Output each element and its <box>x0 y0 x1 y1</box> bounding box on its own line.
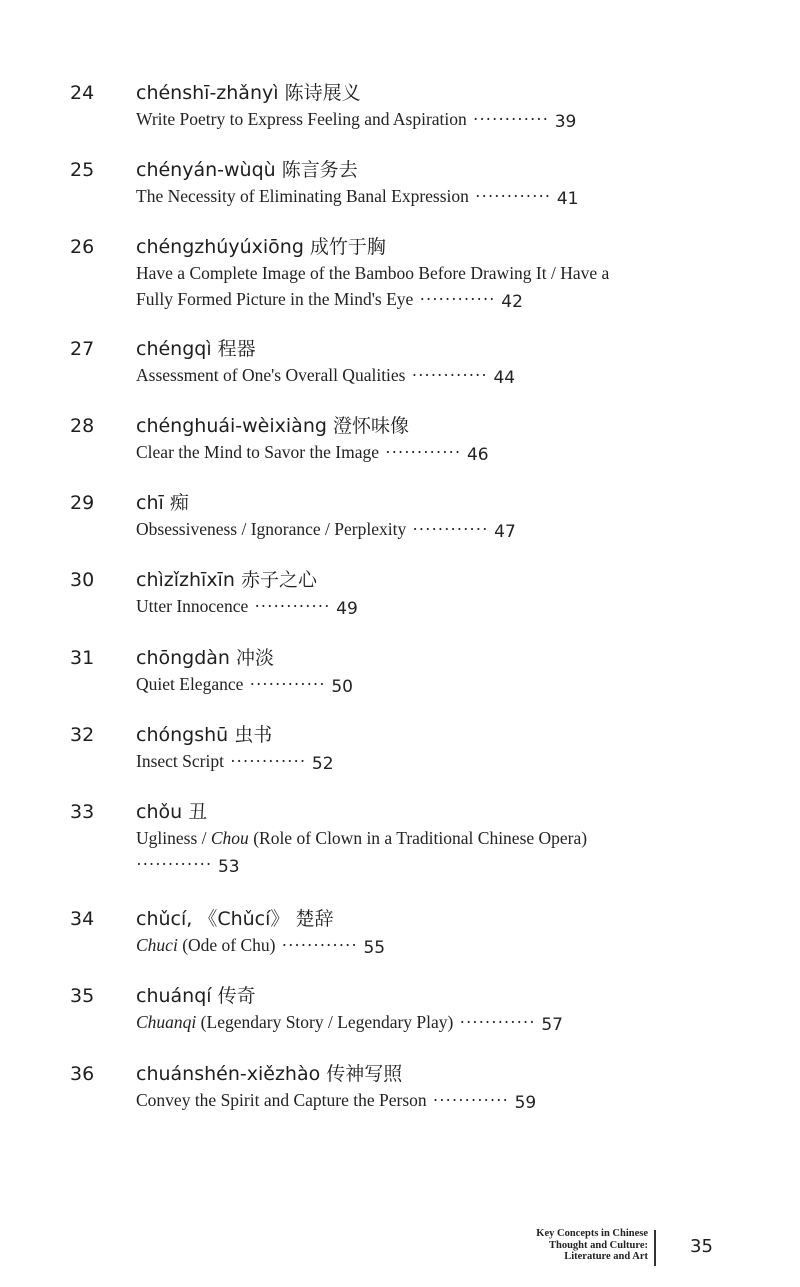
entry-chinese: 传神写照 <box>326 1063 403 1085</box>
entry-translation <box>136 749 696 776</box>
dot-leader: ············ <box>412 519 489 539</box>
dot-leader: ············ <box>432 1090 509 1110</box>
entry-pinyin: chuánqí <box>136 985 212 1007</box>
translation-text: Clear the Mind to Savor the Image <box>136 442 379 462</box>
dot-leader: ············ <box>281 935 358 955</box>
dot-leader: ············ <box>419 288 496 309</box>
page-footer <box>0 1228 800 1268</box>
entry-translation <box>136 440 696 467</box>
translation-text: Write Poetry to Express Feeling and Aspiration <box>136 109 467 129</box>
translation-text: Fully Formed Picture in the Mind's Eye <box>136 288 414 309</box>
entry-page-number[interactable]: 39 <box>554 112 577 132</box>
entry-chinese: 成竹于胸 <box>309 236 386 258</box>
entry-term <box>136 567 317 593</box>
entry-term <box>136 1061 402 1087</box>
entry-chinese: 陈言务去 <box>281 159 358 181</box>
entry-chinese: 痴 <box>169 492 189 514</box>
translation-line <box>136 287 696 314</box>
translation-text: Chuanqi (Legendary Story / Legendary Play) <box>136 1012 454 1032</box>
entry-term <box>136 983 256 1009</box>
entry-translation <box>136 933 696 960</box>
entry-translation <box>136 184 696 211</box>
entry-number: 31 <box>70 647 95 669</box>
entry-number: 26 <box>70 236 95 258</box>
entry-chinese: 楚辞 <box>295 908 334 930</box>
translation-line <box>136 1010 696 1037</box>
entry-page-number[interactable]: 41 <box>556 189 579 209</box>
entry-page-number[interactable]: 44 <box>493 368 516 388</box>
entry-number: 35 <box>70 985 95 1007</box>
entry-number: 33 <box>70 801 95 823</box>
entry-pinyin: chōngdàn <box>136 647 230 669</box>
translation-line <box>136 107 696 134</box>
book-title-line: Thought and Culture: <box>548 1239 648 1251</box>
entry-term <box>136 157 358 183</box>
dot-leader: ············ <box>385 442 461 462</box>
translation-line <box>136 1088 696 1115</box>
dot-leader: ············ <box>472 109 549 129</box>
entry-number: 27 <box>70 338 95 360</box>
entry-translation <box>136 363 696 390</box>
entry-number: 32 <box>70 724 95 746</box>
entry-translation <box>136 517 696 544</box>
entry-number: 25 <box>70 159 95 181</box>
translation-text: Chuci (Ode of Chu) <box>136 935 276 955</box>
entry-term <box>136 722 272 748</box>
dot-leader: ············ <box>229 751 306 771</box>
entry-pinyin: chuánshén-xiězhào <box>136 1063 321 1085</box>
translation-line <box>136 672 696 699</box>
translation-line <box>136 852 696 879</box>
entry-chinese: 程器 <box>217 338 256 360</box>
entry-translation <box>136 107 696 134</box>
translation-line <box>136 517 696 544</box>
entry-page-number[interactable]: 53 <box>217 856 240 877</box>
translation-text: Assessment of One's Overall Qualities <box>136 365 406 385</box>
entry-chinese: 传奇 <box>217 985 256 1007</box>
entry-term <box>136 336 256 362</box>
entry-pinyin: chóngshū <box>136 724 229 746</box>
entry-translation <box>136 672 696 699</box>
entry-term <box>136 80 361 106</box>
translation-line <box>136 594 696 621</box>
translation-text: The Necessity of Eliminating Banal Expression <box>136 186 469 206</box>
entry-term <box>136 645 274 671</box>
entry-page-number[interactable]: 57 <box>541 1015 563 1035</box>
entry-translation <box>136 1010 696 1037</box>
entry-number: 24 <box>70 82 95 104</box>
translation-line <box>136 261 696 287</box>
entry-page-number[interactable]: 46 <box>466 445 489 465</box>
entry-page-number[interactable]: 50 <box>331 677 353 697</box>
entry-pinyin: chī <box>136 492 164 514</box>
translation-line <box>136 363 696 390</box>
entry-pinyin: chéngqì <box>136 338 212 360</box>
entry-chinese: 赤子之心 <box>240 569 317 591</box>
entry-translation <box>136 594 696 621</box>
translation-line <box>136 826 696 852</box>
entry-page-number[interactable]: 52 <box>311 754 334 774</box>
entry-pinyin: chǔcí, 《Chǔcí》 <box>136 908 290 930</box>
translation-line <box>136 933 696 960</box>
entry-pinyin: chényán-wùqù <box>136 159 276 181</box>
entry-term <box>136 906 333 932</box>
entry-translation <box>136 261 696 313</box>
translation-text: Utter Innocence <box>136 596 249 616</box>
translation-text: Insect Script <box>136 751 224 771</box>
entry-term <box>136 413 409 439</box>
entry-number: 29 <box>70 492 95 514</box>
translation-line <box>136 749 696 776</box>
entry-number: 30 <box>70 569 95 591</box>
dot-leader: ············ <box>459 1012 536 1032</box>
entry-chinese: 陈诗展义 <box>284 82 361 104</box>
translation-text: Convey the Spirit and Capture the Person <box>136 1090 427 1110</box>
entry-number: 34 <box>70 908 95 930</box>
book-title-line: Literature and Art <box>564 1251 648 1262</box>
translation-text: Have a Complete Image of the Bamboo Before Drawing It / Have a <box>136 263 610 283</box>
entry-term <box>136 799 207 825</box>
entry-chinese: 虫书 <box>234 724 273 746</box>
entry-translation <box>136 826 696 878</box>
entry-page-number[interactable]: 47 <box>494 522 516 542</box>
entry-pinyin: chénghuái-wèixiàng <box>136 415 327 437</box>
page-number: 35 <box>690 1236 713 1257</box>
dot-leader: ············ <box>249 674 326 694</box>
entry-chinese: 丑 <box>188 801 208 823</box>
translation-line <box>136 440 696 467</box>
translation-line <box>136 184 696 211</box>
entry-pinyin: chénshī-zhǎnyì <box>136 82 279 104</box>
entry-pinyin: chìzǐzhīxīn <box>136 569 235 591</box>
entry-translation <box>136 1088 696 1115</box>
entry-term <box>136 490 189 516</box>
book-title-line: Key Concepts in Chinese <box>536 1228 648 1239</box>
entry-pinyin: chéngzhúyúxiōng <box>136 236 304 258</box>
entry-pinyin: chǒu <box>136 801 183 823</box>
entry-chinese: 澄怀味像 <box>332 415 409 437</box>
entry-term <box>136 234 386 260</box>
translation-text: Obsessiveness / Ignorance / Perplexity <box>136 519 407 539</box>
dot-leader: ············ <box>411 365 488 385</box>
entry-page-number[interactable]: 55 <box>363 938 386 958</box>
dot-leader: ············ <box>474 186 551 206</box>
entry-page-number[interactable]: 49 <box>336 599 358 619</box>
entry-page-number[interactable]: 59 <box>514 1093 537 1113</box>
entry-number: 36 <box>70 1063 95 1085</box>
entry-number: 28 <box>70 415 95 437</box>
translation-text: Ugliness / Chou (Role of Clown in a Traditional Chinese Opera) <box>136 828 588 848</box>
dot-leader: ············ <box>136 853 212 874</box>
entry-page-number[interactable]: 42 <box>501 291 523 312</box>
book-title <box>488 1228 648 1263</box>
entry-chinese: 冲淡 <box>236 647 275 669</box>
footer-divider <box>654 1230 656 1266</box>
translation-text: Quiet Elegance <box>136 674 244 694</box>
dot-leader: ············ <box>254 596 331 616</box>
